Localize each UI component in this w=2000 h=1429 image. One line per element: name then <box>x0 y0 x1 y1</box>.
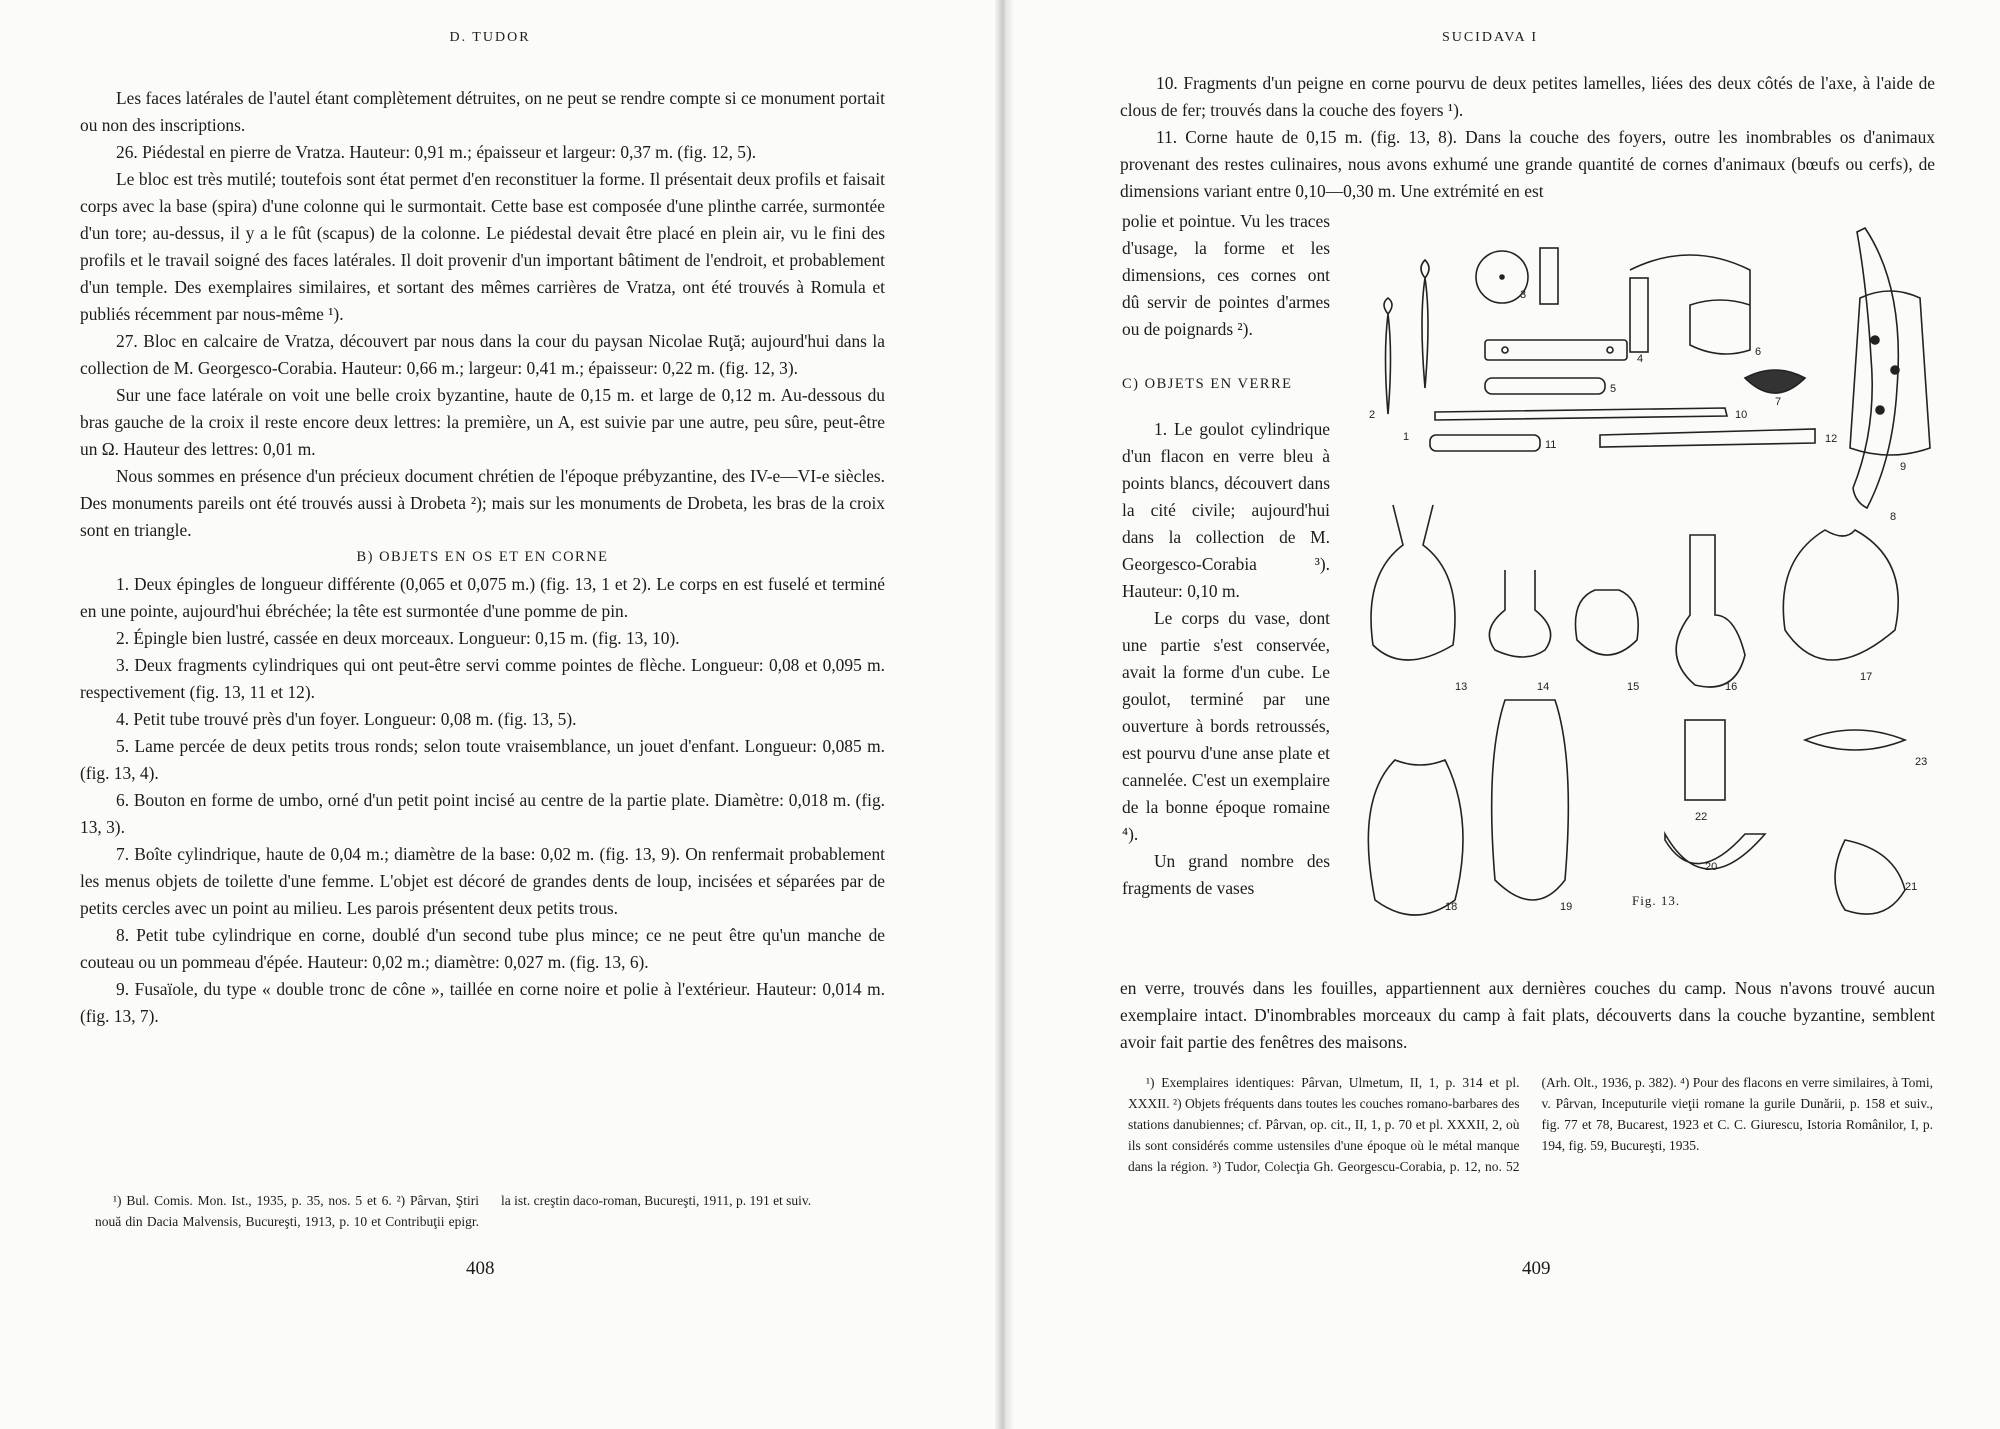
svg-text:17: 17 <box>1860 671 1873 683</box>
glass-flask-16 <box>1676 535 1745 687</box>
paragraph: 27. Bloc en calcaire de Vratza, découvert par nous dans la cour du paysan Nicolae Ruţă; aujourd'hui dans la collection de M. Georgesco-Corabia. Hauteur: 0,66 m.; largeur: 0,41 m.; épaisseur: 0,22 m. (fig. 12, 3). <box>80 331 885 378</box>
page-number-right: 409 <box>1522 1258 1551 1279</box>
catalog-item: 3. Deux fragments cylindriques qui ont peut-être servi comme pointes de flèche. Longueur: 0,08 et 0,095 m. respectivement (fig. 13, 11 et 12). <box>80 655 885 702</box>
svg-text:13: 13 <box>1455 681 1468 693</box>
glass-flask-13 <box>1371 505 1455 660</box>
spindle-whorl-drawing <box>1745 370 1805 393</box>
right-bottom-text <box>1120 975 1935 1056</box>
figure-13-drawing <box>1355 220 1935 920</box>
paragraph: Un grand nombre des fragments de vases <box>1122 851 1330 898</box>
glass-jar-21 <box>1835 840 1905 914</box>
svg-text:9: 9 <box>1900 461 1907 473</box>
paragraph: Le bloc est très mutilé; toutefois sont état permet d'en reconstituer la forme. Il présentait deux profils et faisait corps avec la base (spira) d'une colonne qui le surmontait. Cette base est composée d'une plinthe carrée, surmontée d'un tore; au-dessus, il y a le fût (scapus) de la colonne. Le piédestal devait être placé en plein air, vu le fini des profils et le travail soigné des faces latérales. Il doit provenir d'un important bâtiment de l'endroit, et probablement d'un temple. Des exemplaires similaires, et sortant des mêmes carrières de Vratza, ont été trouvés à Romula et publiés récemment par nous-même ¹). <box>80 169 885 324</box>
glass-amphora-19 <box>1492 700 1569 900</box>
figure-caption: Fig. 13. <box>1632 893 1681 908</box>
paragraph: polie et pointue. Vu les traces d'usage, la forme et les dimensions, ces cornes ont dû servir de pointes d'armes ou de poignards ²). <box>1122 211 1330 339</box>
svg-text:1: 1 <box>1403 431 1410 443</box>
catalog-item: 5. Lame percée de deux petits trous ronds; selon toute vraisemblance, un jouet d'enfant. Longueur: 0,085 m. (fig. 13, 4). <box>80 736 885 783</box>
catalog-item: 1. Deux épingles de longueur différente (0,065 et 0,075 m.) (fig. 13, 1 et 2). Le corps en est fuselé et terminé en une pointe, aujourd'hui ébréchée; la tête est surmontée d'une pomme de pin. <box>80 574 885 621</box>
glass-amphora-18 <box>1368 760 1463 915</box>
right-narrow-column <box>1122 208 1330 902</box>
catalog-item: 10. Fragments d'un peigne en corne pourvu de deux petites lamelles, liées des deux côtés de l'axe, à l'aide de clous de fer; trouvés dans la couche des foyers ¹). <box>1120 73 1935 120</box>
paragraph: Le corps du vase, dont une partie s'est conservée, avait la forme d'un cube. Le goulot, terminé par une ouverture à bords retroussés, est pourvu d'une anse plate et cannelée. C'est un exemplaire de la bonne époque romaine ⁴). <box>1122 608 1330 844</box>
pin-drawing-1 <box>1421 260 1429 388</box>
paragraph: Nous sommes en présence d'un précieux document chrétien de l'époque prébyzantine, des IV-e—VI-e siècles. Des monuments pareils ont été trouvés aussi à Drobeta ²); mais sur les monuments de Drobeta, les bras de la croix sont en triangle. <box>80 466 885 540</box>
section-title-verre: C) OBJETS EN VERRE <box>1122 376 1293 392</box>
right-page <box>1000 0 2000 1429</box>
catalog-item: 7. Boîte cylindrique, haute de 0,04 m.; diamètre de la base: 0,02 m. (fig. 13, 9). On renfermait probablement les menus objets de toilette d'une femme. L'objet est décoré de grandes dents de loup, incisées et séparées par de petits cercles avec un point au milieu. Les parois présentent deux petits trous. <box>80 844 885 918</box>
paragraph: Les faces latérales de l'autel étant complètement détruites, on ne peut se rendre compte si ce monument portait ou non des inscriptions. <box>80 88 885 135</box>
glass-jar-17 <box>1783 530 1898 660</box>
footnotes-left <box>95 1190 885 1232</box>
paragraph: en verre, trouvés dans les fouilles, appartiennent aux dernières couches du camp. Nous n'avons trouvé aucun exemplaire intact. D'inombrables morceaux du camp à fait plats, découverts dans la couche byzantine, semblent avoir fait partie des fenêtres des maisons. <box>1120 978 1935 1052</box>
svg-text:22: 22 <box>1695 811 1708 823</box>
catalog-item: 1. Le goulot cylindrique d'un flacon en verre bleu à points blancs, découvert dans la cité civile; aujourd'hui dans la collection de M. Georgesco-Corabia ³). Hauteur: 0,10 m. <box>1122 419 1330 601</box>
svg-text:2: 2 <box>1369 409 1376 421</box>
long-pin-drawing <box>1435 408 1727 420</box>
svg-text:20: 20 <box>1705 861 1718 873</box>
page-number-left: 408 <box>466 1258 495 1279</box>
section-title-os-corne: B) OBJETS EN OS ET EN CORNE <box>356 549 609 565</box>
catalog-item: 11. Corne haute de 0,15 m. (fig. 13, 8). Dans la couche des foyers, outre les inombrables os d'animaux provenant des restes culinaires, nous avons exhumé une grande quantité de cornes d'animaux (bœufs ou cerfs), de dimensions variant entre 0,10—0,30 m. Une extrémité en est <box>1120 127 1935 201</box>
svg-text:14: 14 <box>1537 681 1550 693</box>
svg-text:8: 8 <box>1890 511 1897 523</box>
tube-drawing <box>1485 378 1605 394</box>
svg-text:10: 10 <box>1735 409 1748 421</box>
svg-text:5: 5 <box>1610 383 1617 395</box>
svg-text:7: 7 <box>1775 396 1782 408</box>
svg-text:18: 18 <box>1445 901 1458 913</box>
running-head-left: D. TUDOR <box>449 30 531 45</box>
catalog-item: 6. Bouton en forme de umbo, orné d'un petit point incisé au centre de la partie plate. Diamètre: 0,018 m. (fig. 13, 3). <box>80 790 885 837</box>
svg-text:19: 19 <box>1560 901 1573 913</box>
svg-text:23: 23 <box>1915 756 1928 768</box>
paragraph: Sur une face latérale on voit une belle croix byzantine, haute de 0,15 m. et large de 0,12 m. Au-dessous du bras gauche de la croix il reste encore deux lettres: la première, un A, est suivie par une autre, peu sûre, peut-être un Ω. Hauteur des lettres: 0,01 m. <box>80 385 885 459</box>
pin-drawing-2 <box>1384 298 1392 414</box>
catalog-item: 2. Épingle bien lustré, cassée en deux morceaux. Longueur: 0,15 m. (fig. 13, 10). <box>116 628 680 648</box>
svg-text:21: 21 <box>1905 881 1918 893</box>
svg-text:6: 6 <box>1755 346 1762 358</box>
footnote: ¹) Exemplaires identiques: Pârvan, Ulmetum, II, 1, p. 314 et pl. XXXII. ²) Objets fréquents dans toutes les couches romano-barbares des stations danubiennes; cf. Pârvan, op. cit., II, 1, p. 70 et pl. XXXII, 2, où ils sont considérés comme ustensiles d'une époque où le métal manque dans la région. ³) Tudor, Colecţia Gh. Georgescu-Corabia, p. 12, no. 52 (Arh. Olt., 1936, p. 382). ⁴) Pour des flacons en verre similaires, à Tomi, v. Pârvan, Inceputurile vieţii romane la gurile Dunării, p. 158 et suiv., fig. 77 et 78, Bucarest, 1923 et C. C. Giurescu, Istoria Românilor, I, p. 194, fig. 59, Bucureşti, 1935. <box>1128 1075 1933 1174</box>
svg-text:3: 3 <box>1520 289 1527 301</box>
catalog-item: 4. Petit tube trouvé près d'un foyer. Longueur: 0,08 m. (fig. 13, 5). <box>116 709 577 729</box>
svg-text:12: 12 <box>1825 433 1838 445</box>
plate-drawing <box>1485 340 1627 360</box>
footnote: ¹) Bul. Comis. Mon. Ist., 1935, p. 35, nos. 5 et 6. ²) Pârvan, Ştiri nouă din Dacia Malvensis, Bucureşti, 1913, p. 10 et Contribuţii epigr. la ist. creştin daco-roman, Bucureşti, 1911, p. 191 et suiv. <box>95 1193 812 1229</box>
glass-neck-22 <box>1685 720 1725 800</box>
glass-flask-15 <box>1575 590 1638 655</box>
footnotes-right <box>1128 1072 1933 1177</box>
catalog-item: 9. Fusaïole, du type « double tronc de cône », taillée en corne noire et polie à l'extérieur. Hauteur: 0,014 m. (fig. 13, 7). <box>80 979 885 1026</box>
paragraph: 26. Piédestal en pierre de Vratza. Hauteur: 0,91 m.; épaisseur et largeur: 0,37 m. (fig. 12, 5). <box>116 142 757 162</box>
left-body-text <box>80 85 885 1030</box>
svg-text:16: 16 <box>1725 681 1738 693</box>
right-top-text <box>1120 70 1935 205</box>
glass-flask-14 <box>1489 570 1550 657</box>
running-head-right: SUCIDAVA I <box>1441 30 1539 45</box>
glass-lid-23 <box>1805 730 1905 750</box>
svg-text:15: 15 <box>1627 681 1640 693</box>
arrow-fragment-12 <box>1600 429 1815 447</box>
catalog-item: 8. Petit tube cylindrique en corne, doublé d'un second tube plus mince; ce ne peut être qu'un manche de couteau ou un pommeau d'épée. Hauteur: 0,02 m.; diamètre: 0,027 m. (fig. 13, 6). <box>80 925 885 972</box>
svg-text:4: 4 <box>1637 353 1644 365</box>
svg-text:11: 11 <box>1545 439 1557 451</box>
arrow-fragment-11 <box>1430 435 1540 451</box>
